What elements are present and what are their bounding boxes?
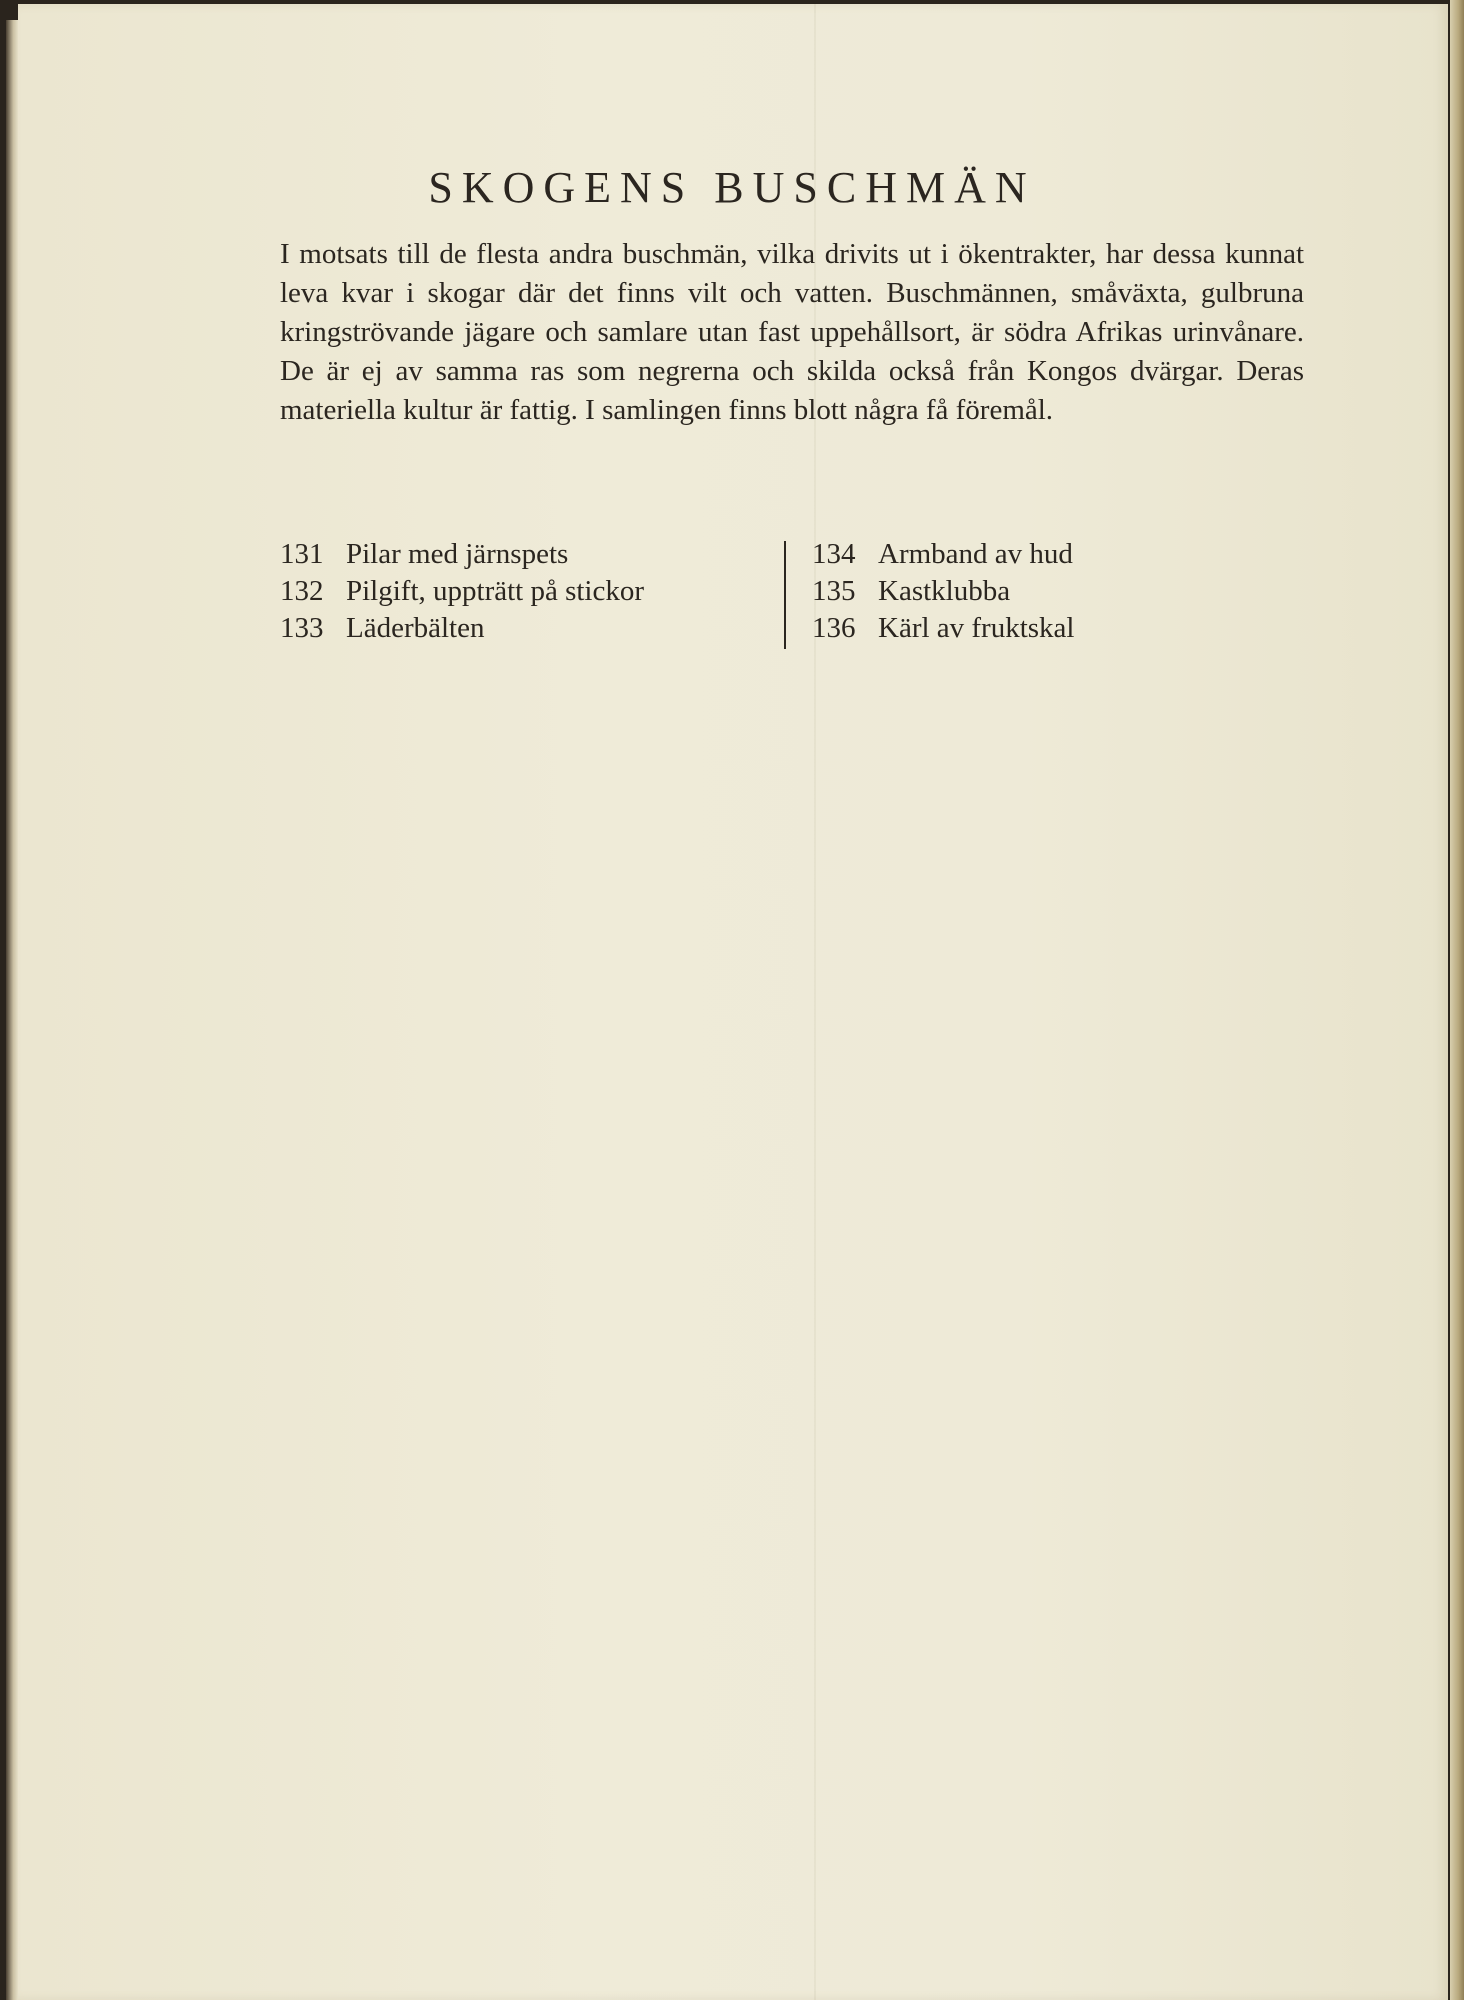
item-number: 132 (280, 575, 324, 607)
item-list-left (280, 536, 770, 647)
item-list-right (812, 536, 1292, 647)
list-item (812, 610, 1292, 647)
list-item (812, 536, 1292, 573)
column-divider (784, 541, 786, 649)
item-label: Kärl av fruktskal (878, 612, 1075, 644)
list-item (280, 610, 770, 647)
page-title: SKOGENS BUSCHMÄN (428, 163, 1036, 212)
item-number: 134 (812, 538, 856, 570)
item-label: Pilgift, uppträtt på stickor (346, 575, 645, 607)
list-item (812, 573, 1292, 610)
item-number: 133 (280, 612, 324, 644)
intro-paragraph: I motsats till de flesta andra buschmän, vilka drivits ut i ökentrakter, har dessa kunnat leva kvar i skogar där det finns vilt och vatten. Buschmännen, småväxta, gulbruna kringströvande jägare och samlare utan fast uppehållsort, är södra Afrikas urinvånare. De är ej av samma ras som negrerna och skilda också från Kongos dvärgar. Deras materiella kultur är fattig. I samlingen finns blott några få föremål. (280, 238, 1304, 426)
item-label: Läderbälten (346, 612, 485, 644)
item-label: Kastklubba (878, 575, 1011, 607)
item-number: 136 (812, 612, 856, 644)
item-number: 135 (812, 575, 856, 607)
item-label: Pilar med järnspets (346, 538, 569, 570)
page-edge (1450, 0, 1464, 2000)
list-item (280, 536, 770, 573)
item-label: Armband av hud (878, 538, 1073, 570)
list-item (280, 573, 770, 610)
binding-edge (6, 20, 18, 2000)
item-number: 131 (280, 538, 324, 570)
